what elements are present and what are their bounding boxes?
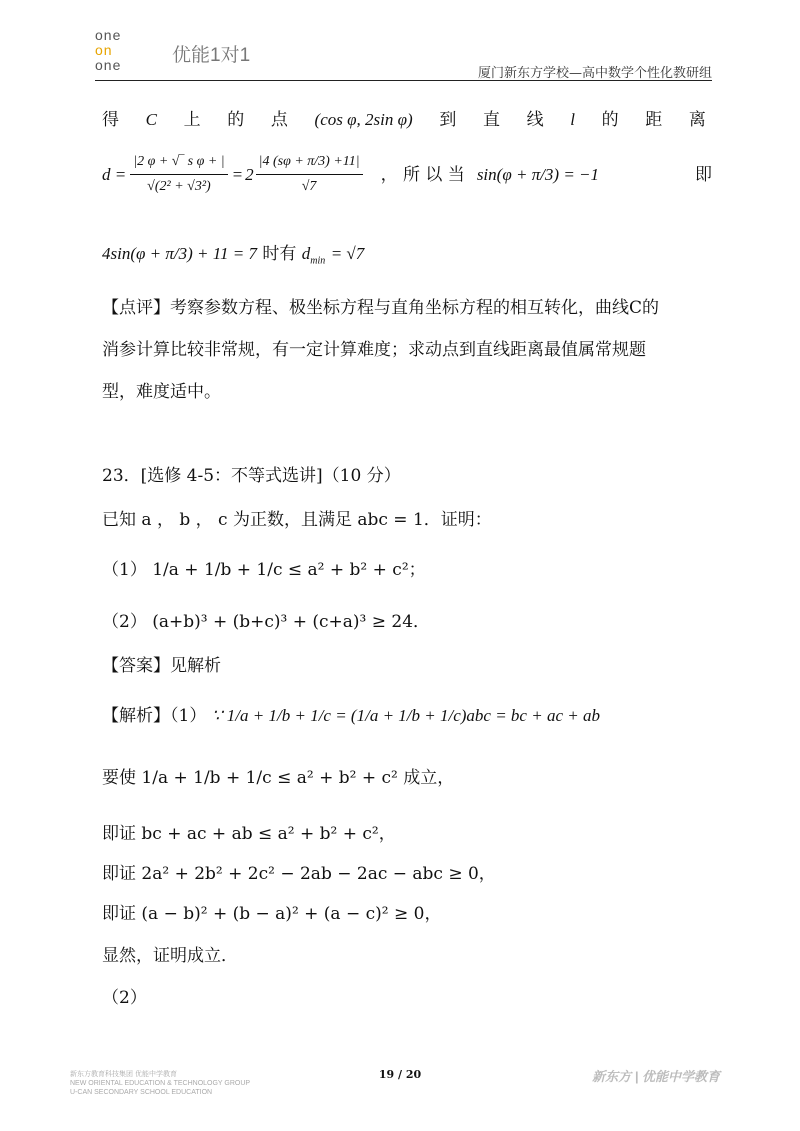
word: 离 [688, 110, 706, 130]
word: 距 [645, 110, 663, 130]
question-23-title: 23．[选修 4-5：不等式选讲]（10 分） [102, 466, 401, 486]
footer-logo: 新东方 | 优能中学教育 [592, 1069, 720, 1084]
min-distance-line [102, 242, 364, 273]
answer-label: 【答案】 [102, 656, 170, 676]
distance-lhs: d = [102, 164, 127, 184]
distance-equals: = [231, 164, 244, 184]
footer-line: 新东方教育科技集团 优能中学教育 [70, 1071, 177, 1078]
distance-fraction-2 [256, 150, 363, 199]
word: 到 [439, 110, 457, 130]
distance-coef: 2 [245, 164, 254, 184]
analysis-step-3: 即证 2a² + 2b² + 2c² − 2ab − 2ac − abc ≥ 0， [102, 864, 496, 884]
header-rule [95, 80, 712, 81]
footer-line: U-CAN SECONDARY SCHOOL EDUCATION [70, 1089, 213, 1096]
school-name: 厦门新东方学校—高中数学个性化教研组 [477, 66, 712, 81]
analysis-step-4: 即证 (a − b)² + (b − a)² + (a − c)² ≥ 0， [102, 904, 442, 924]
when-expression: sin(φ + π/3) = −1 [476, 164, 600, 184]
word: l [570, 110, 575, 129]
analysis-step-2: 即证 bc + ac + ab ≤ a² + b² + c²， [102, 824, 396, 844]
word: 的 [601, 110, 619, 130]
footer-line: NEW ORIENTAL EDUCATION & TECHNOLOGY GROUP [70, 1080, 251, 1087]
logo-line-1: one [95, 27, 122, 43]
word: 得 [102, 110, 119, 130]
analysis-step-1: 要使 1/a + 1/b + 1/c ≤ a² + b² + c² 成立， [102, 768, 455, 788]
question-23-part1: （1） 1/a + 1/b + 1/c ≤ a² + b² + c²； [102, 560, 426, 580]
analysis-step-5: 显然，证明成立． [102, 946, 238, 966]
word: 点 [270, 110, 288, 130]
one-on-one-logo [95, 28, 165, 78]
fraction-numerator: |4 (sφ + π/3) +11| [258, 154, 360, 169]
answer-text: 见解析 [170, 656, 221, 676]
when-tail: 即 [695, 164, 712, 185]
word: C [145, 110, 157, 129]
fraction-numerator: |2 φ + √‾ s φ + | [133, 154, 225, 169]
comment-label: 【点评】 [102, 298, 170, 318]
comment-line-1 [102, 296, 712, 320]
word: 的 [227, 110, 245, 130]
line3-expression: 4sin(φ + π/3) + 11 = 7 [102, 244, 257, 263]
comment-text: 考察参数方程、极坐标方程与直角坐标方程的相互转化，曲线C的 [170, 298, 660, 318]
line3-result: d [301, 244, 311, 263]
fraction-denominator: √(2² + √3²) [147, 179, 211, 194]
question-23-given: 已知 a ， b ， c 为正数，且满足 abc = 1．证明： [102, 510, 492, 530]
logo-line-2: on [95, 42, 113, 58]
line3-text: 时有 [262, 244, 297, 264]
answer-line [102, 654, 712, 678]
fraction-denominator: √7 [301, 179, 317, 194]
word: (cos φ, 2sin φ) [314, 110, 413, 129]
logo-line-3: one [95, 57, 122, 73]
part2-label: （2） [102, 988, 147, 1008]
line3-value: = √7 [330, 244, 365, 263]
page-number: 19 / 20 [378, 1068, 422, 1081]
brand-name: 优能1对1 [172, 45, 251, 66]
analysis-line [102, 704, 712, 728]
line3-subscript: min [310, 255, 326, 267]
analysis-equation: ∵ 1/a + 1/b + 1/c = (1/a + 1/b + 1/c)abc = bc + ac + ab [211, 706, 600, 725]
comment-line-3: 型，难度适中。 [102, 382, 221, 402]
when-text: ， 所 以 当 [380, 164, 465, 185]
analysis-label: 【解析】（1） [102, 706, 207, 726]
line-point-distance [102, 108, 706, 132]
question-23-part2: （2） (a+b)³ + (b+c)³ + (c+a)³ ≥ 24． [102, 612, 431, 632]
word: 上 [183, 110, 201, 130]
word: 线 [526, 110, 544, 130]
distance-fraction-1 [130, 150, 227, 199]
distance-formula [102, 150, 712, 199]
comment-line-2: 消参计算比较非常规，有一定计算难度；求动点到直线距离最值属常规题 [102, 340, 646, 360]
word: 直 [482, 110, 500, 130]
